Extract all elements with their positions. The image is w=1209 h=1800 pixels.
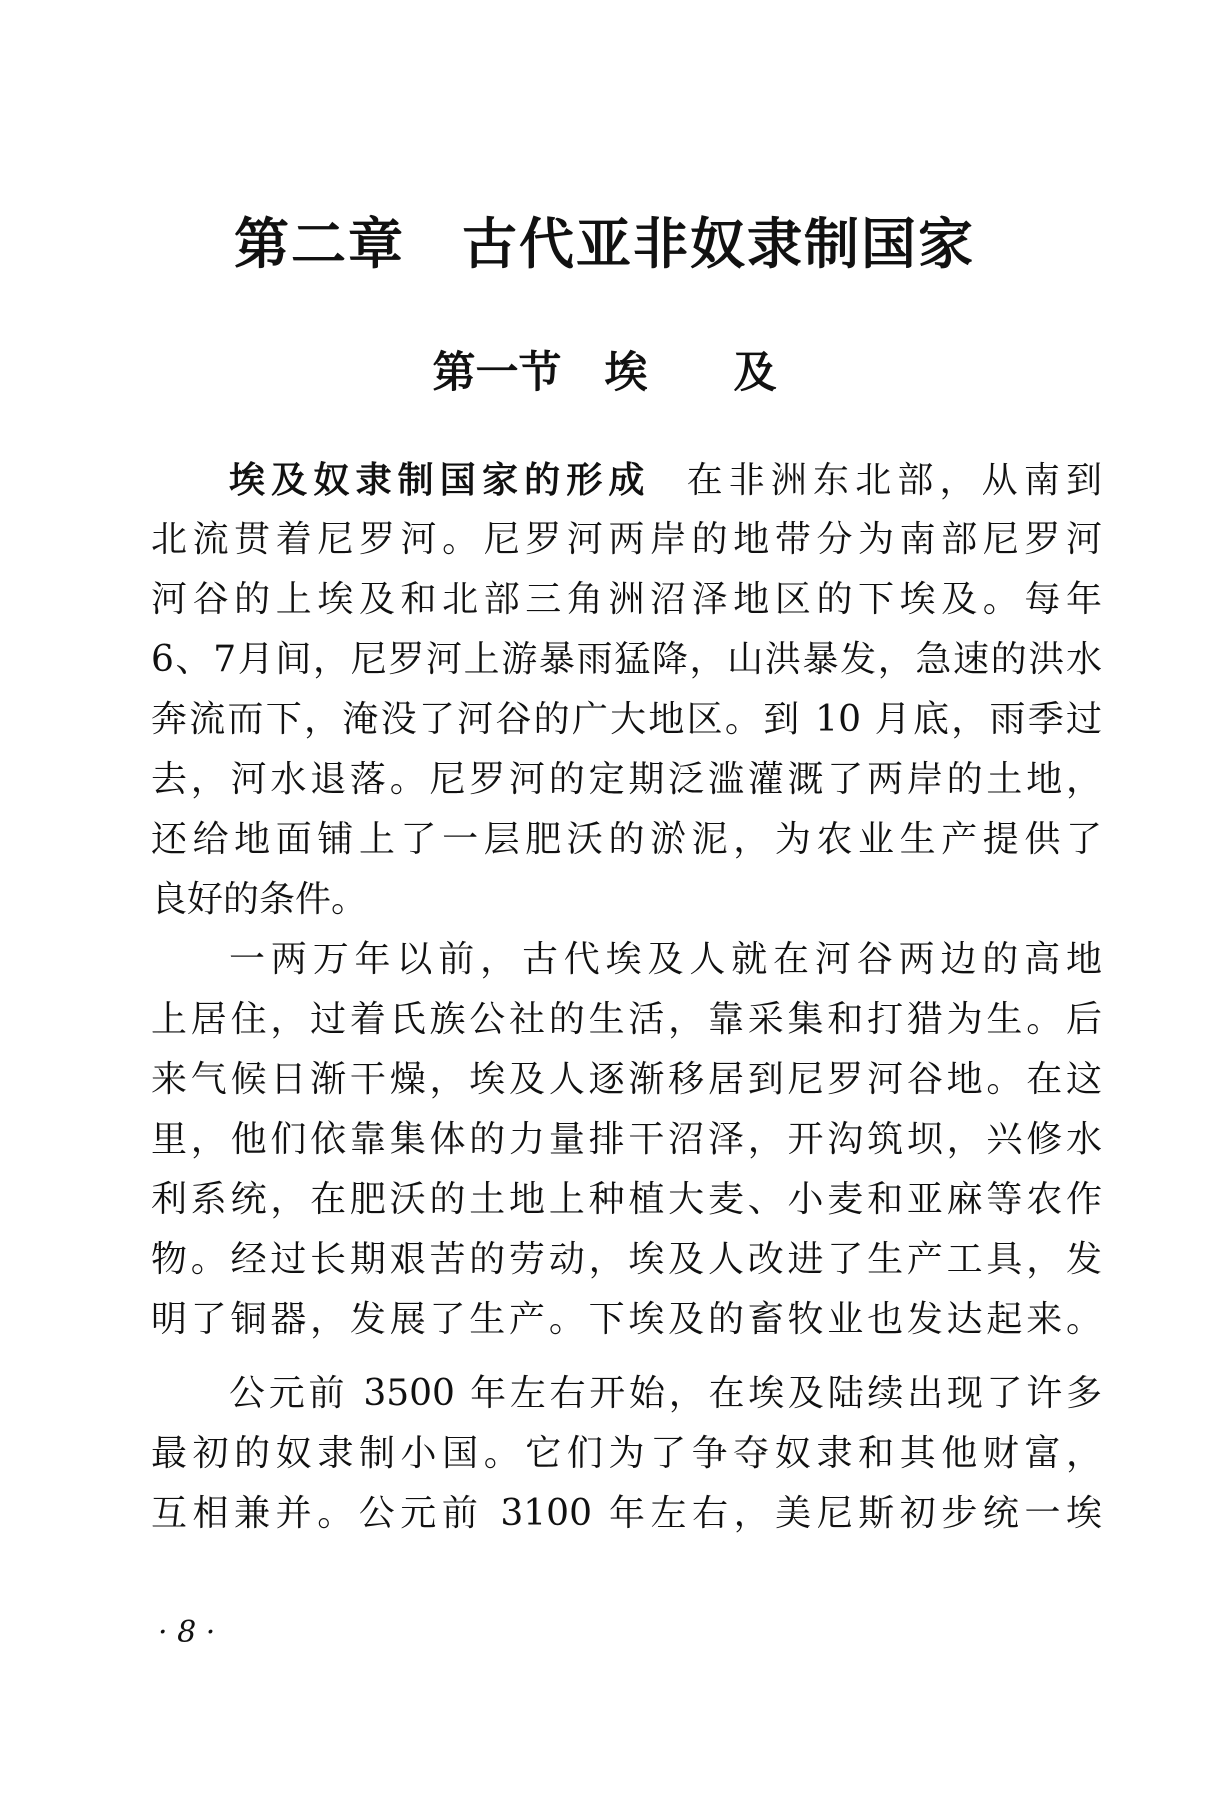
paragraph [151,1364,1102,1544]
text-line: 最初的奴隶制小国。它们为了争夺奴隶和其他财富， [151,1433,1102,1474]
text-line: 上居住，过着氏族公社的生活，靠采集和打猎为生。后 [151,999,1102,1040]
page-number: · 8 · [158,1615,216,1650]
text-line: 良好的条件。 [151,879,368,920]
text-line: 明了铜器，发展了生产。下埃及的畜牧业也发达起来。 [151,1299,1102,1340]
text-line: 奔流而下，淹没了河谷的广大地区。到 10 月底，雨季过 [151,699,1102,740]
paragraph [151,930,1102,1350]
text-line: 里，他们依靠集体的力量排干沼泽，开沟筑坝，兴修水 [151,1119,1102,1160]
text-line: 公元前 3500 年左右开始，在埃及陆续出现了许多 [229,1373,1102,1414]
text-line: 一两万年以前，古代埃及人就在河谷两边的高地 [229,939,1102,980]
text-line: 还给地面铺上了一层肥沃的淤泥，为农业生产提供了 [151,819,1102,860]
text-line: 河谷的上埃及和北部三角洲沼泽地区的下埃及。每年 [151,579,1102,620]
chapter-title: 第二章 古代亚非奴隶制国家 [233,211,975,276]
text-line: 物。经过长期艰苦的劳动，埃及人改进了生产工具，发 [151,1239,1102,1280]
paragraph-heading: 埃及奴隶制国家的形成 [229,459,651,501]
text-line: 6、7月间，尼罗河上游暴雨猛降，山洪暴发，急速的洪水 [151,639,1102,680]
paragraph [151,450,1102,930]
text-line: 互相兼并。公元前 3100 年左右，美尼斯初步统一埃 [151,1493,1102,1534]
text-line: 利系统，在肥沃的土地上种植大麦、小麦和亚麻等农作 [151,1179,1102,1220]
section-title: 第一节 埃 及 [432,348,777,398]
body-text [151,450,1102,1544]
text-line [151,450,1102,510]
text-line: 去，河水退落。尼罗河的定期泛滥灌溉了两岸的土地， [151,759,1102,800]
text-line: 来气候日渐干燥，埃及人逐渐移居到尼罗河谷地。在这 [151,1059,1102,1100]
text-line: 北流贯着尼罗河。尼罗河两岸的地带分为南部尼罗河 [151,519,1102,560]
text-segment: 在非洲东北部，从南到 [686,460,1102,501]
